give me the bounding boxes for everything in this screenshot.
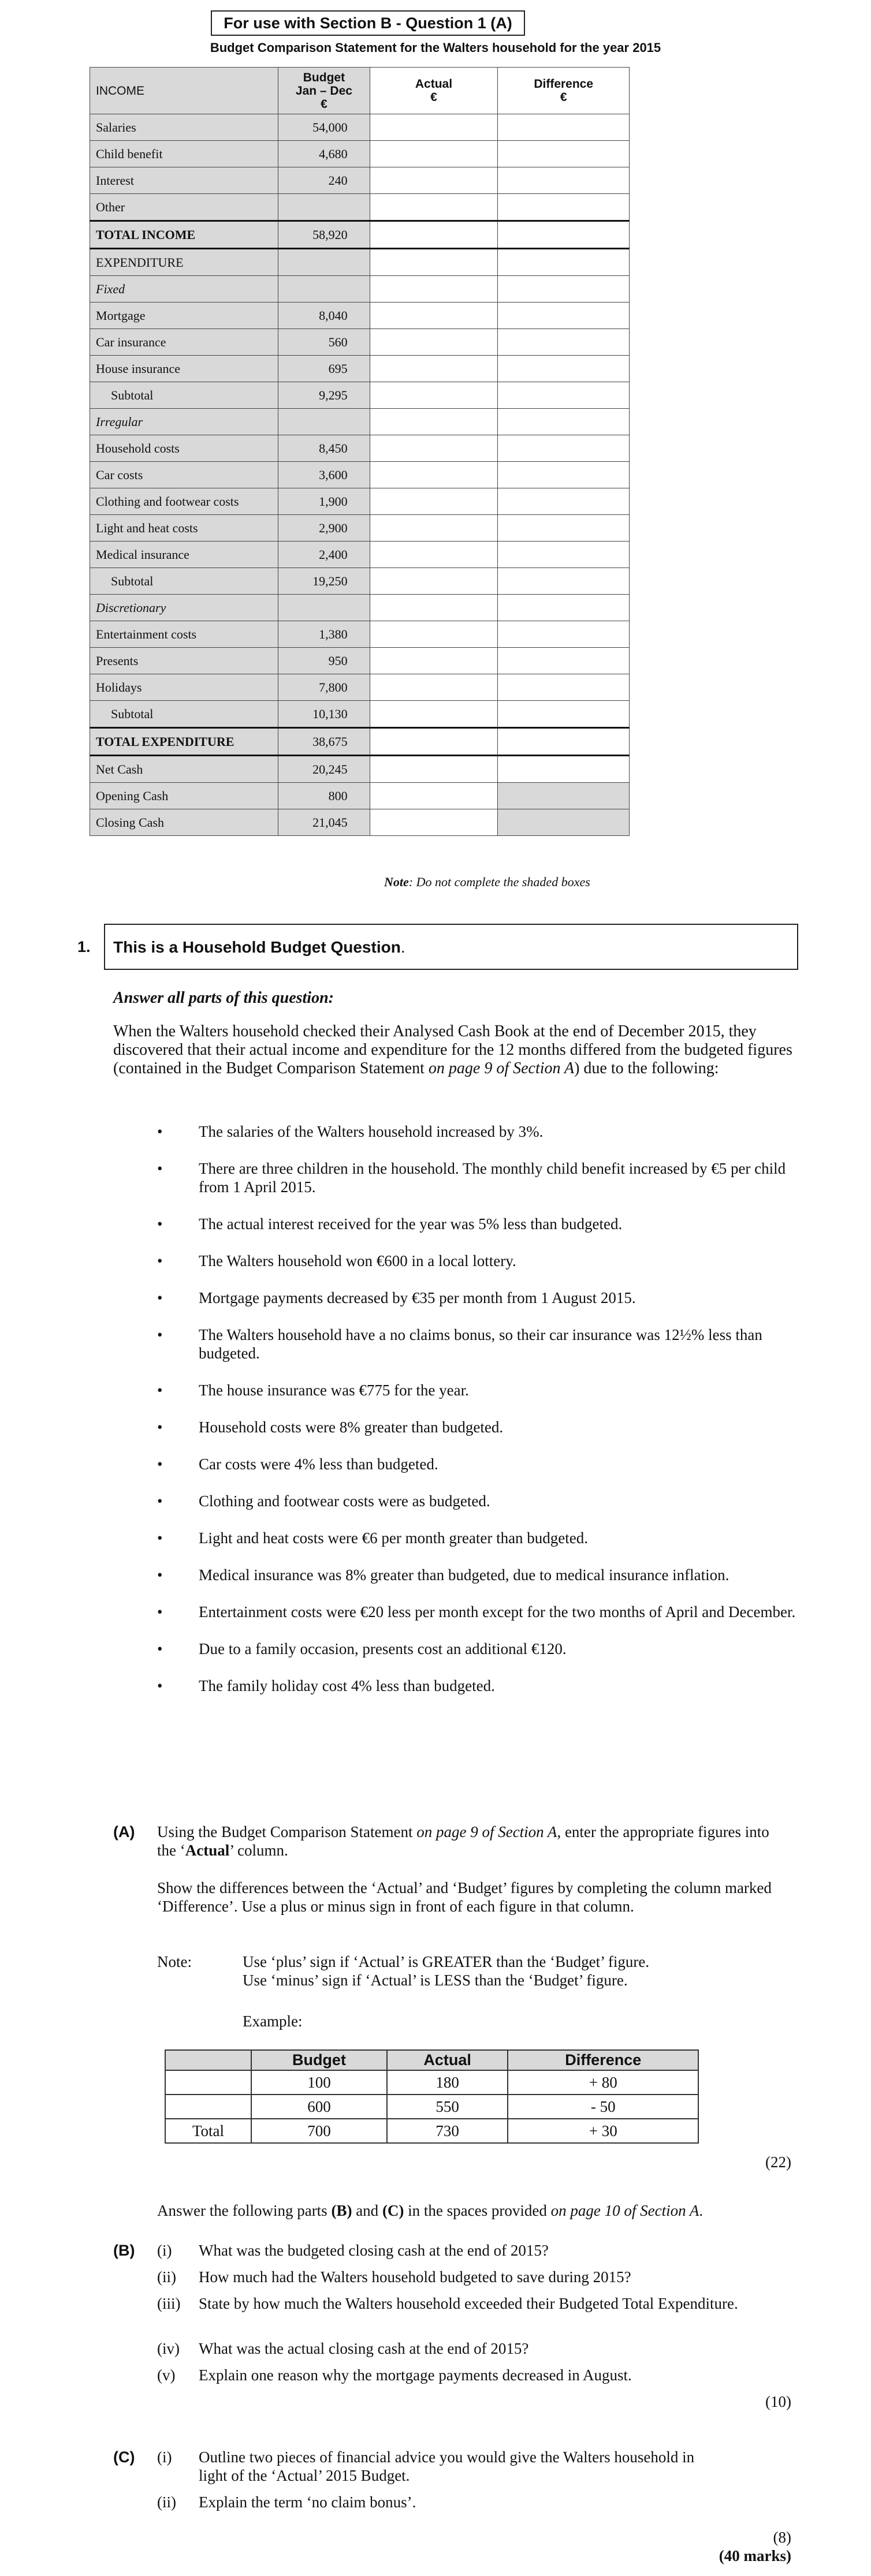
difference-cell[interactable]	[498, 382, 630, 409]
difference-cell[interactable]	[498, 621, 630, 648]
example-cell: 730	[387, 2119, 508, 2143]
actual-cell[interactable]	[370, 783, 498, 809]
budget-value: 9,295	[278, 382, 370, 409]
list-item: • Light and heat costs were €6 per month greater than budgeted.	[157, 1529, 589, 1547]
part-b-item-text: What was the budgeted closing cash at the end of 2015?	[199, 2242, 549, 2259]
actual-header: Actual €	[370, 68, 498, 114]
part-c-item-num: (i)	[157, 2448, 172, 2466]
row-label: EXPENDITURE	[90, 249, 278, 276]
difference-cell[interactable]	[498, 595, 630, 621]
total-marks: (40 marks)	[719, 2547, 791, 2564]
difference-cell[interactable]	[498, 114, 630, 141]
part-b-item-text: What was the actual closing cash at the end of 2015?	[199, 2340, 529, 2357]
actual-cell[interactable]	[370, 329, 498, 356]
row-label: Child benefit	[90, 141, 278, 167]
row-label: Presents	[90, 648, 278, 674]
table-row	[90, 221, 630, 249]
question-title: This is a Household Budget Question.	[113, 938, 405, 956]
table-row	[90, 809, 630, 836]
list-item: • Due to a family occasion, presents cost an additional €120.	[157, 1640, 567, 1657]
actual-cell[interactable]	[370, 435, 498, 462]
table-row	[90, 167, 630, 194]
actual-cell[interactable]	[370, 595, 498, 621]
difference-cell[interactable]	[498, 249, 630, 276]
actual-cell[interactable]	[370, 648, 498, 674]
actual-cell[interactable]	[370, 621, 498, 648]
list-item: • Entertainment costs were €20 less per month except for the two months of April and December.	[157, 1603, 796, 1621]
part-b-item-text: State by how much the Walters household exceeded their Budgeted Total Expenditure.	[199, 2295, 738, 2312]
row-label: TOTAL INCOME	[90, 221, 278, 249]
table-row	[90, 728, 630, 756]
budget-value: 7,800	[278, 674, 370, 701]
part-a-instruction: Using the Budget Comparison Statement on page 9 of Section A, enter the appropriate figures into the ‘Actual’ column.	[157, 1823, 769, 1859]
budget-value: 2,400	[278, 542, 370, 568]
table-row	[90, 568, 630, 595]
list-item: • The Walters household have a no claims bonus, so their car insurance was 12½% less than budgeted.	[157, 1326, 762, 1362]
row-label: Mortgage	[90, 303, 278, 329]
section-label-box: For use with Section B - Question 1 (A)	[211, 10, 525, 36]
actual-cell[interactable]	[370, 167, 498, 194]
budget-value: 950	[278, 648, 370, 674]
answer-instruction: Answer the following parts (B) and (C) in the spaces provided on page 10 of Section A.	[157, 2202, 704, 2219]
budget-value: 560	[278, 329, 370, 356]
part-b-item-num: (iii)	[157, 2295, 181, 2312]
difference-cell[interactable]	[498, 488, 630, 515]
part-b-label: (B)	[113, 2242, 135, 2259]
table-row	[90, 141, 630, 167]
part-c-item-text: Outline two pieces of financial advice you would give the Walters household in light of the ‘Actual’ 2015 Budget.	[199, 2448, 695, 2484]
question-number: 1.	[77, 938, 91, 955]
row-label: Subtotal	[90, 568, 278, 595]
budget-value: 1,900	[278, 488, 370, 515]
part-b-item-num: (v)	[157, 2366, 176, 2384]
example-header-cell	[165, 2050, 251, 2070]
table-row	[90, 435, 630, 462]
budget-value: 8,450	[278, 435, 370, 462]
actual-cell[interactable]	[370, 701, 498, 728]
part-c-marks: (8)	[773, 2529, 791, 2546]
actual-cell[interactable]	[370, 568, 498, 595]
row-label: Subtotal	[90, 701, 278, 728]
list-item: • Mortgage payments decreased by €35 per month from 1 August 2015.	[157, 1289, 636, 1306]
example-cell	[165, 2070, 251, 2095]
budget-value: 8,040	[278, 303, 370, 329]
actual-cell[interactable]	[370, 462, 498, 488]
actual-cell[interactable]	[370, 515, 498, 542]
table-row	[90, 648, 630, 674]
budget-statement-section	[0, 0, 871, 901]
example-cell: Total	[165, 2119, 251, 2143]
table-row	[90, 303, 630, 329]
difference-cell-shaded	[498, 809, 630, 836]
example-cell: - 50	[508, 2095, 698, 2119]
row-label: Irregular	[90, 409, 278, 435]
row-label: Discretionary	[90, 595, 278, 621]
shaded-boxes-note: Note: Do not complete the shaded boxes	[384, 875, 590, 889]
income-header: INCOME	[90, 68, 278, 114]
table-row	[90, 356, 630, 382]
table-row	[90, 701, 630, 728]
list-item: • Clothing and footwear costs were as budgeted.	[157, 1492, 490, 1510]
part-b-marks: (10)	[765, 2393, 791, 2410]
table-row	[90, 783, 630, 809]
row-label: Light and heat costs	[90, 515, 278, 542]
row-label: Subtotal	[90, 382, 278, 409]
difference-cell[interactable]	[498, 167, 630, 194]
note-plus: Use ‘plus’ sign if ‘Actual’ is GREATER than the ‘Budget’ figure.	[243, 1953, 650, 1970]
difference-cell[interactable]	[498, 435, 630, 462]
difference-cell[interactable]	[498, 568, 630, 595]
list-item: • The house insurance was €775 for the year.	[157, 1382, 469, 1399]
difference-cell[interactable]	[498, 409, 630, 435]
list-item: • There are three children in the household. The monthly child benefit increased by €5 per child from 1 April 2015.	[157, 1160, 786, 1196]
difference-cell-shaded	[498, 783, 630, 809]
note-label: Note:	[157, 1953, 192, 1970]
example-row	[165, 2095, 698, 2119]
table-row	[90, 515, 630, 542]
actual-cell[interactable]	[370, 114, 498, 141]
budget-value: 2,900	[278, 515, 370, 542]
budget-value: 695	[278, 356, 370, 382]
example-row	[165, 2119, 698, 2143]
list-item: • Car costs were 4% less than budgeted.	[157, 1455, 438, 1473]
budget-value	[278, 194, 370, 221]
table-row	[90, 488, 630, 515]
budget-value	[278, 409, 370, 435]
difference-cell[interactable]	[498, 141, 630, 167]
row-label: Car insurance	[90, 329, 278, 356]
example-row	[165, 2070, 698, 2095]
list-item: • The family holiday cost 4% less than budgeted.	[157, 1677, 495, 1694]
actual-cell[interactable]	[370, 809, 498, 836]
actual-cell[interactable]	[370, 221, 498, 249]
table-row	[90, 595, 630, 621]
example-header-cell: Budget	[251, 2050, 387, 2070]
budget-header: Budget Jan – Dec €	[278, 68, 370, 114]
difference-cell[interactable]	[498, 648, 630, 674]
part-c-item-num: (ii)	[157, 2493, 176, 2511]
table-row	[90, 382, 630, 409]
row-label: Entertainment costs	[90, 621, 278, 648]
difference-cell[interactable]	[498, 462, 630, 488]
actual-cell[interactable]	[370, 488, 498, 515]
budget-value	[278, 249, 370, 276]
example-header-cell: Difference	[508, 2050, 698, 2070]
table-row	[90, 542, 630, 568]
table-row	[90, 249, 630, 276]
row-label: Net Cash	[90, 756, 278, 783]
row-label: Medical insurance	[90, 542, 278, 568]
part-a-marks: (22)	[765, 2153, 791, 2171]
actual-cell[interactable]	[370, 542, 498, 568]
part-b-item-num: (iv)	[157, 2340, 180, 2357]
actual-cell[interactable]	[370, 303, 498, 329]
actual-cell[interactable]	[370, 382, 498, 409]
actual-cell[interactable]	[370, 409, 498, 435]
example-header-row	[165, 2050, 698, 2070]
answer-all-instruction: Answer all parts of this question:	[113, 989, 334, 1007]
facts-list	[157, 1122, 798, 1713]
budget-value: 21,045	[278, 809, 370, 836]
budget-value: 10,130	[278, 701, 370, 728]
budget-value	[278, 276, 370, 303]
difference-cell[interactable]	[498, 356, 630, 382]
table-row	[90, 462, 630, 488]
budget-value: 240	[278, 167, 370, 194]
table-row	[90, 674, 630, 701]
part-a-differences-instruction: Show the differences between the ‘Actual’ and ‘Budget’ figures by completing the column marked ‘Difference’. Use a plus or minus sign in front of each figure in that column.	[157, 1879, 772, 1915]
example-cell: 100	[251, 2070, 387, 2095]
example-cell: + 30	[508, 2119, 698, 2143]
budget-value: 1,380	[278, 621, 370, 648]
actual-cell[interactable]	[370, 194, 498, 221]
part-a-label: (A)	[113, 1823, 135, 1840]
table-row	[90, 621, 630, 648]
row-label: TOTAL EXPENDITURE	[90, 728, 278, 756]
example-cell: 180	[387, 2070, 508, 2095]
statement-title: Budget Comparison Statement for the Walters household for the year 2015	[210, 40, 661, 55]
row-label: Fixed	[90, 276, 278, 303]
difference-cell[interactable]	[498, 728, 630, 756]
difference-cell[interactable]	[498, 329, 630, 356]
row-label: Salaries	[90, 114, 278, 141]
actual-cell[interactable]	[370, 249, 498, 276]
row-label: Household costs	[90, 435, 278, 462]
budget-value: 4,680	[278, 141, 370, 167]
list-item: • The salaries of the Walters household increased by 3%.	[157, 1123, 544, 1140]
difference-cell[interactable]	[498, 542, 630, 568]
difference-cell[interactable]	[498, 276, 630, 303]
question-intro: When the Walters household checked their Analysed Cash Book at the end of December 2015, they discovered that their actual income and expenditure for the 12 months differed from the budgeted figures (contained in the Budget Comparison Statement on page 9 of Section A) due to the following:	[113, 1022, 792, 1077]
example-cell: + 80	[508, 2070, 698, 2095]
difference-cell[interactable]	[498, 194, 630, 221]
budget-comparison-table	[90, 67, 630, 836]
row-label: Interest	[90, 167, 278, 194]
actual-cell[interactable]	[370, 756, 498, 783]
actual-cell[interactable]	[370, 356, 498, 382]
part-b-item-num: (ii)	[157, 2268, 176, 2286]
part-b-item-text: How much had the Walters household budgeted to save during 2015?	[199, 2268, 631, 2286]
table-row	[90, 756, 630, 783]
table-row	[90, 276, 630, 303]
actual-cell[interactable]	[370, 728, 498, 756]
table-row	[90, 114, 630, 141]
budget-value: 19,250	[278, 568, 370, 595]
row-label: Closing Cash	[90, 809, 278, 836]
part-b-item-num: (i)	[157, 2242, 172, 2259]
part-b-item-text: Explain one reason why the mortgage payments decreased in August.	[199, 2366, 632, 2384]
row-label: Car costs	[90, 462, 278, 488]
example-cell: 600	[251, 2095, 387, 2119]
budget-value: 20,245	[278, 756, 370, 783]
difference-cell[interactable]	[498, 221, 630, 249]
budget-value: 800	[278, 783, 370, 809]
part-c-label: (C)	[113, 2448, 135, 2466]
example-header-cell: Actual	[387, 2050, 508, 2070]
difference-cell[interactable]	[498, 515, 630, 542]
row-label: House insurance	[90, 356, 278, 382]
example-table	[165, 2049, 699, 2144]
difference-cell[interactable]	[498, 674, 630, 701]
example-label: Example:	[243, 2013, 303, 2030]
list-item: • The actual interest received for the year was 5% less than budgeted.	[157, 1215, 623, 1233]
table-row	[90, 194, 630, 221]
part-c-item-text: Explain the term ‘no claim bonus’.	[199, 2493, 416, 2511]
example-cell: 550	[387, 2095, 508, 2119]
difference-header: Difference €	[498, 68, 630, 114]
list-item: • Household costs were 8% greater than budgeted.	[157, 1418, 504, 1436]
table-header-row	[90, 68, 630, 114]
example-cell	[165, 2095, 251, 2119]
example-cell: 700	[251, 2119, 387, 2143]
row-label: Clothing and footwear costs	[90, 488, 278, 515]
table-row	[90, 409, 630, 435]
actual-cell[interactable]	[370, 276, 498, 303]
row-label: Other	[90, 194, 278, 221]
budget-value: 3,600	[278, 462, 370, 488]
note-minus: Use ‘minus’ sign if ‘Actual’ is LESS than the ‘Budget’ figure.	[243, 1972, 628, 1989]
budget-value	[278, 595, 370, 621]
difference-cell[interactable]	[498, 303, 630, 329]
actual-cell[interactable]	[370, 674, 498, 701]
budget-value: 54,000	[278, 114, 370, 141]
table-row	[90, 329, 630, 356]
list-item: • Medical insurance was 8% greater than budgeted, due to medical insurance inflation.	[157, 1566, 729, 1584]
budget-value: 58,920	[278, 221, 370, 249]
row-label: Holidays	[90, 674, 278, 701]
actual-cell[interactable]	[370, 141, 498, 167]
difference-cell[interactable]	[498, 701, 630, 728]
difference-cell[interactable]	[498, 756, 630, 783]
list-item: • The Walters household won €600 in a local lottery.	[157, 1252, 516, 1270]
row-label: Opening Cash	[90, 783, 278, 809]
budget-value: 38,675	[278, 728, 370, 756]
